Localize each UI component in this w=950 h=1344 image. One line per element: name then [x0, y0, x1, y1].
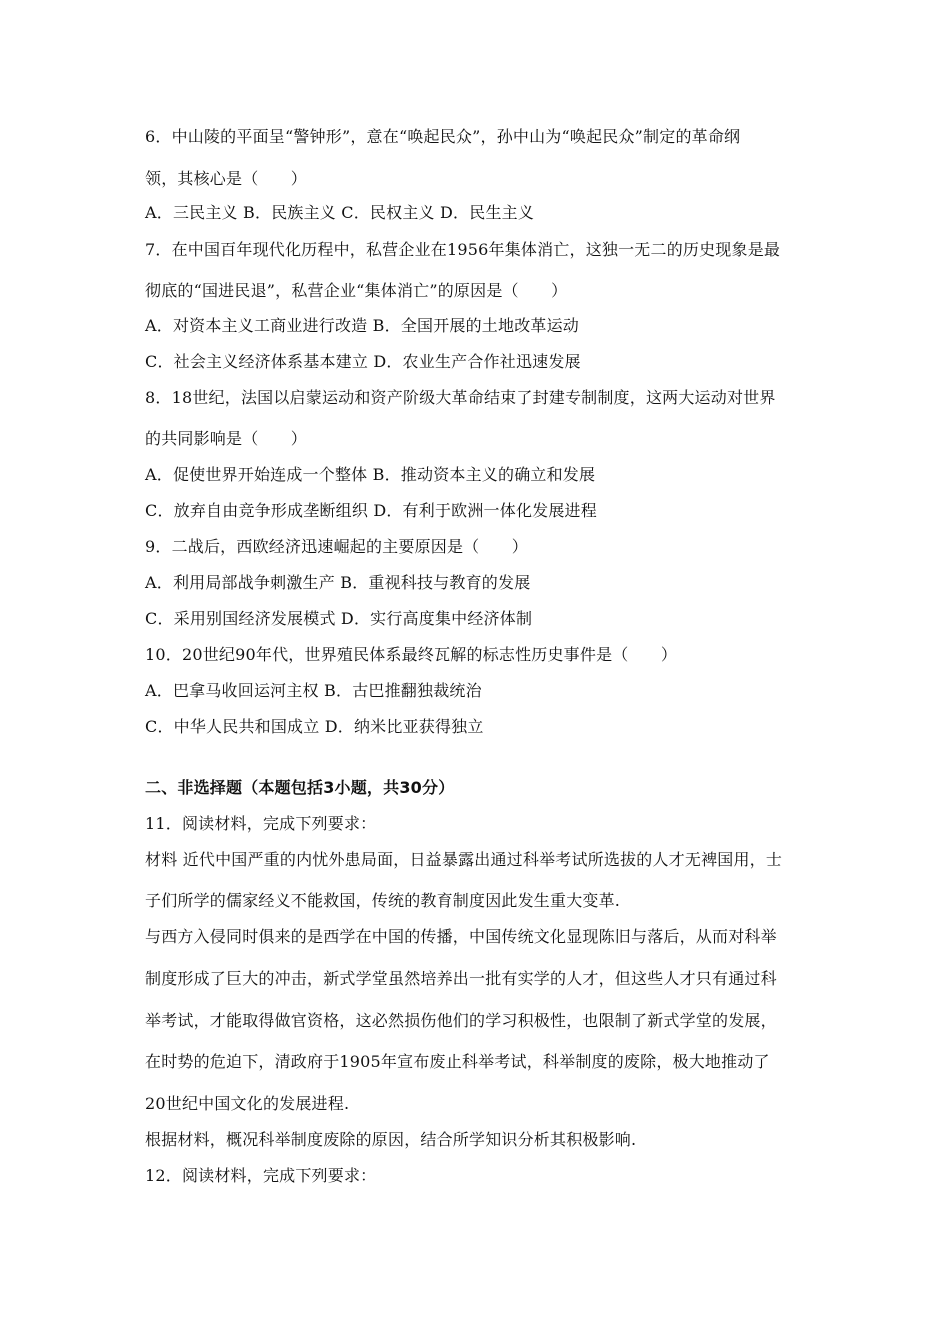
- question-7-stem-line-2: 彻底的“国进民退”，私营企业“集体消亡”的原因是（ ）: [145, 281, 568, 300]
- question-9-options-cd: C．采用别国经济发展模式 D．实行高度集中经济体制: [145, 609, 533, 628]
- question-6-stem-line-2: 领，其核心是（ ）: [145, 169, 308, 188]
- question-7-stem-line-1: 7．在中国百年现代化历程中，私营企业在1956年集体消亡，这独一无二的历史现象是最: [145, 240, 781, 259]
- question-8-stem-line-2: 的共同影响是（ ）: [145, 429, 308, 448]
- question-10-options-ab: A．巴拿马收回运河主权 B．古巴推翻独裁统治: [145, 681, 482, 700]
- question-9-options-ab: A．利用局部战争刺激生产 B．重视科技与教育的发展: [145, 573, 531, 592]
- question-11-material-line-7: 20世纪中国文化的发展进程.: [145, 1094, 350, 1113]
- question-7-options-cd: C．社会主义经济体系基本建立 D．农业生产合作社迅速发展: [145, 352, 581, 371]
- question-6-stem-line-1: 6．中山陵的平面呈“警钟形”，意在“唤起民众”，孙中山为“唤起民众”制定的革命纲: [145, 127, 741, 146]
- question-8-options-ab: A．促使世界开始连成一个整体 B．推动资本主义的确立和发展: [145, 465, 596, 484]
- question-8-options-cd: C．放弃自由竞争形成垄断组织 D．有利于欧洲一体化发展进程: [145, 501, 597, 520]
- question-6-options: A．三民主义 B．民族主义 C．民权主义 D．民生主义: [145, 203, 535, 222]
- question-11-material-line-1: 材料 近代中国严重的内忧外患局面，日益暴露出通过科举考试所选拔的人才无裨国用，士: [145, 850, 783, 869]
- question-12-title: 12．阅读材料，完成下列要求：: [145, 1166, 377, 1185]
- section-2-heading: 二、非选择题（本题包括3小题，共30分）: [145, 778, 455, 797]
- question-10-options-cd: C．中华人民共和国成立 D．纳米比亚获得独立: [145, 717, 484, 736]
- question-11-material-line-6: 在时势的危迫下，清政府于1905年宣布废止科举考试，科举制度的废除，极大地推动了: [145, 1052, 770, 1071]
- question-11-title: 11．阅读材料，完成下列要求：: [145, 814, 377, 833]
- question-11-material-line-4: 制度形成了巨大的冲击，新式学堂虽然培养出一批有实学的人才，但这些人才只有通过科: [145, 969, 777, 988]
- question-11-material-line-2: 子们所学的儒家经义不能救国，传统的教育制度因此发生重大变革.: [145, 891, 621, 910]
- question-8-stem-line-1: 8．18世纪，法国以启蒙运动和资产阶级大革命结束了封建专制制度，这两大运动对世界: [145, 388, 776, 407]
- question-11-material-line-3: 与西方入侵同时俱来的是西学在中国的传播，中国传统文化显现陈旧与落后，从而对科举: [145, 927, 777, 946]
- question-9-stem: 9．二战后，西欧经济迅速崛起的主要原因是（ ）: [145, 537, 528, 556]
- question-10-stem: 10．20世纪90年代，世界殖民体系最终瓦解的标志性历史事件是（ ）: [145, 645, 678, 664]
- question-11-material-line-5: 举考试，才能取得做官资格，这必然损伤他们的学习积极性，也限制了新式学堂的发展，: [145, 1011, 777, 1030]
- question-7-options-ab: A．对资本主义工商业进行改造 B．全国开展的土地改革运动: [145, 316, 579, 335]
- question-11-task: 根据材料，概况科举制度废除的原因，结合所学知识分析其积极影响.: [145, 1130, 637, 1149]
